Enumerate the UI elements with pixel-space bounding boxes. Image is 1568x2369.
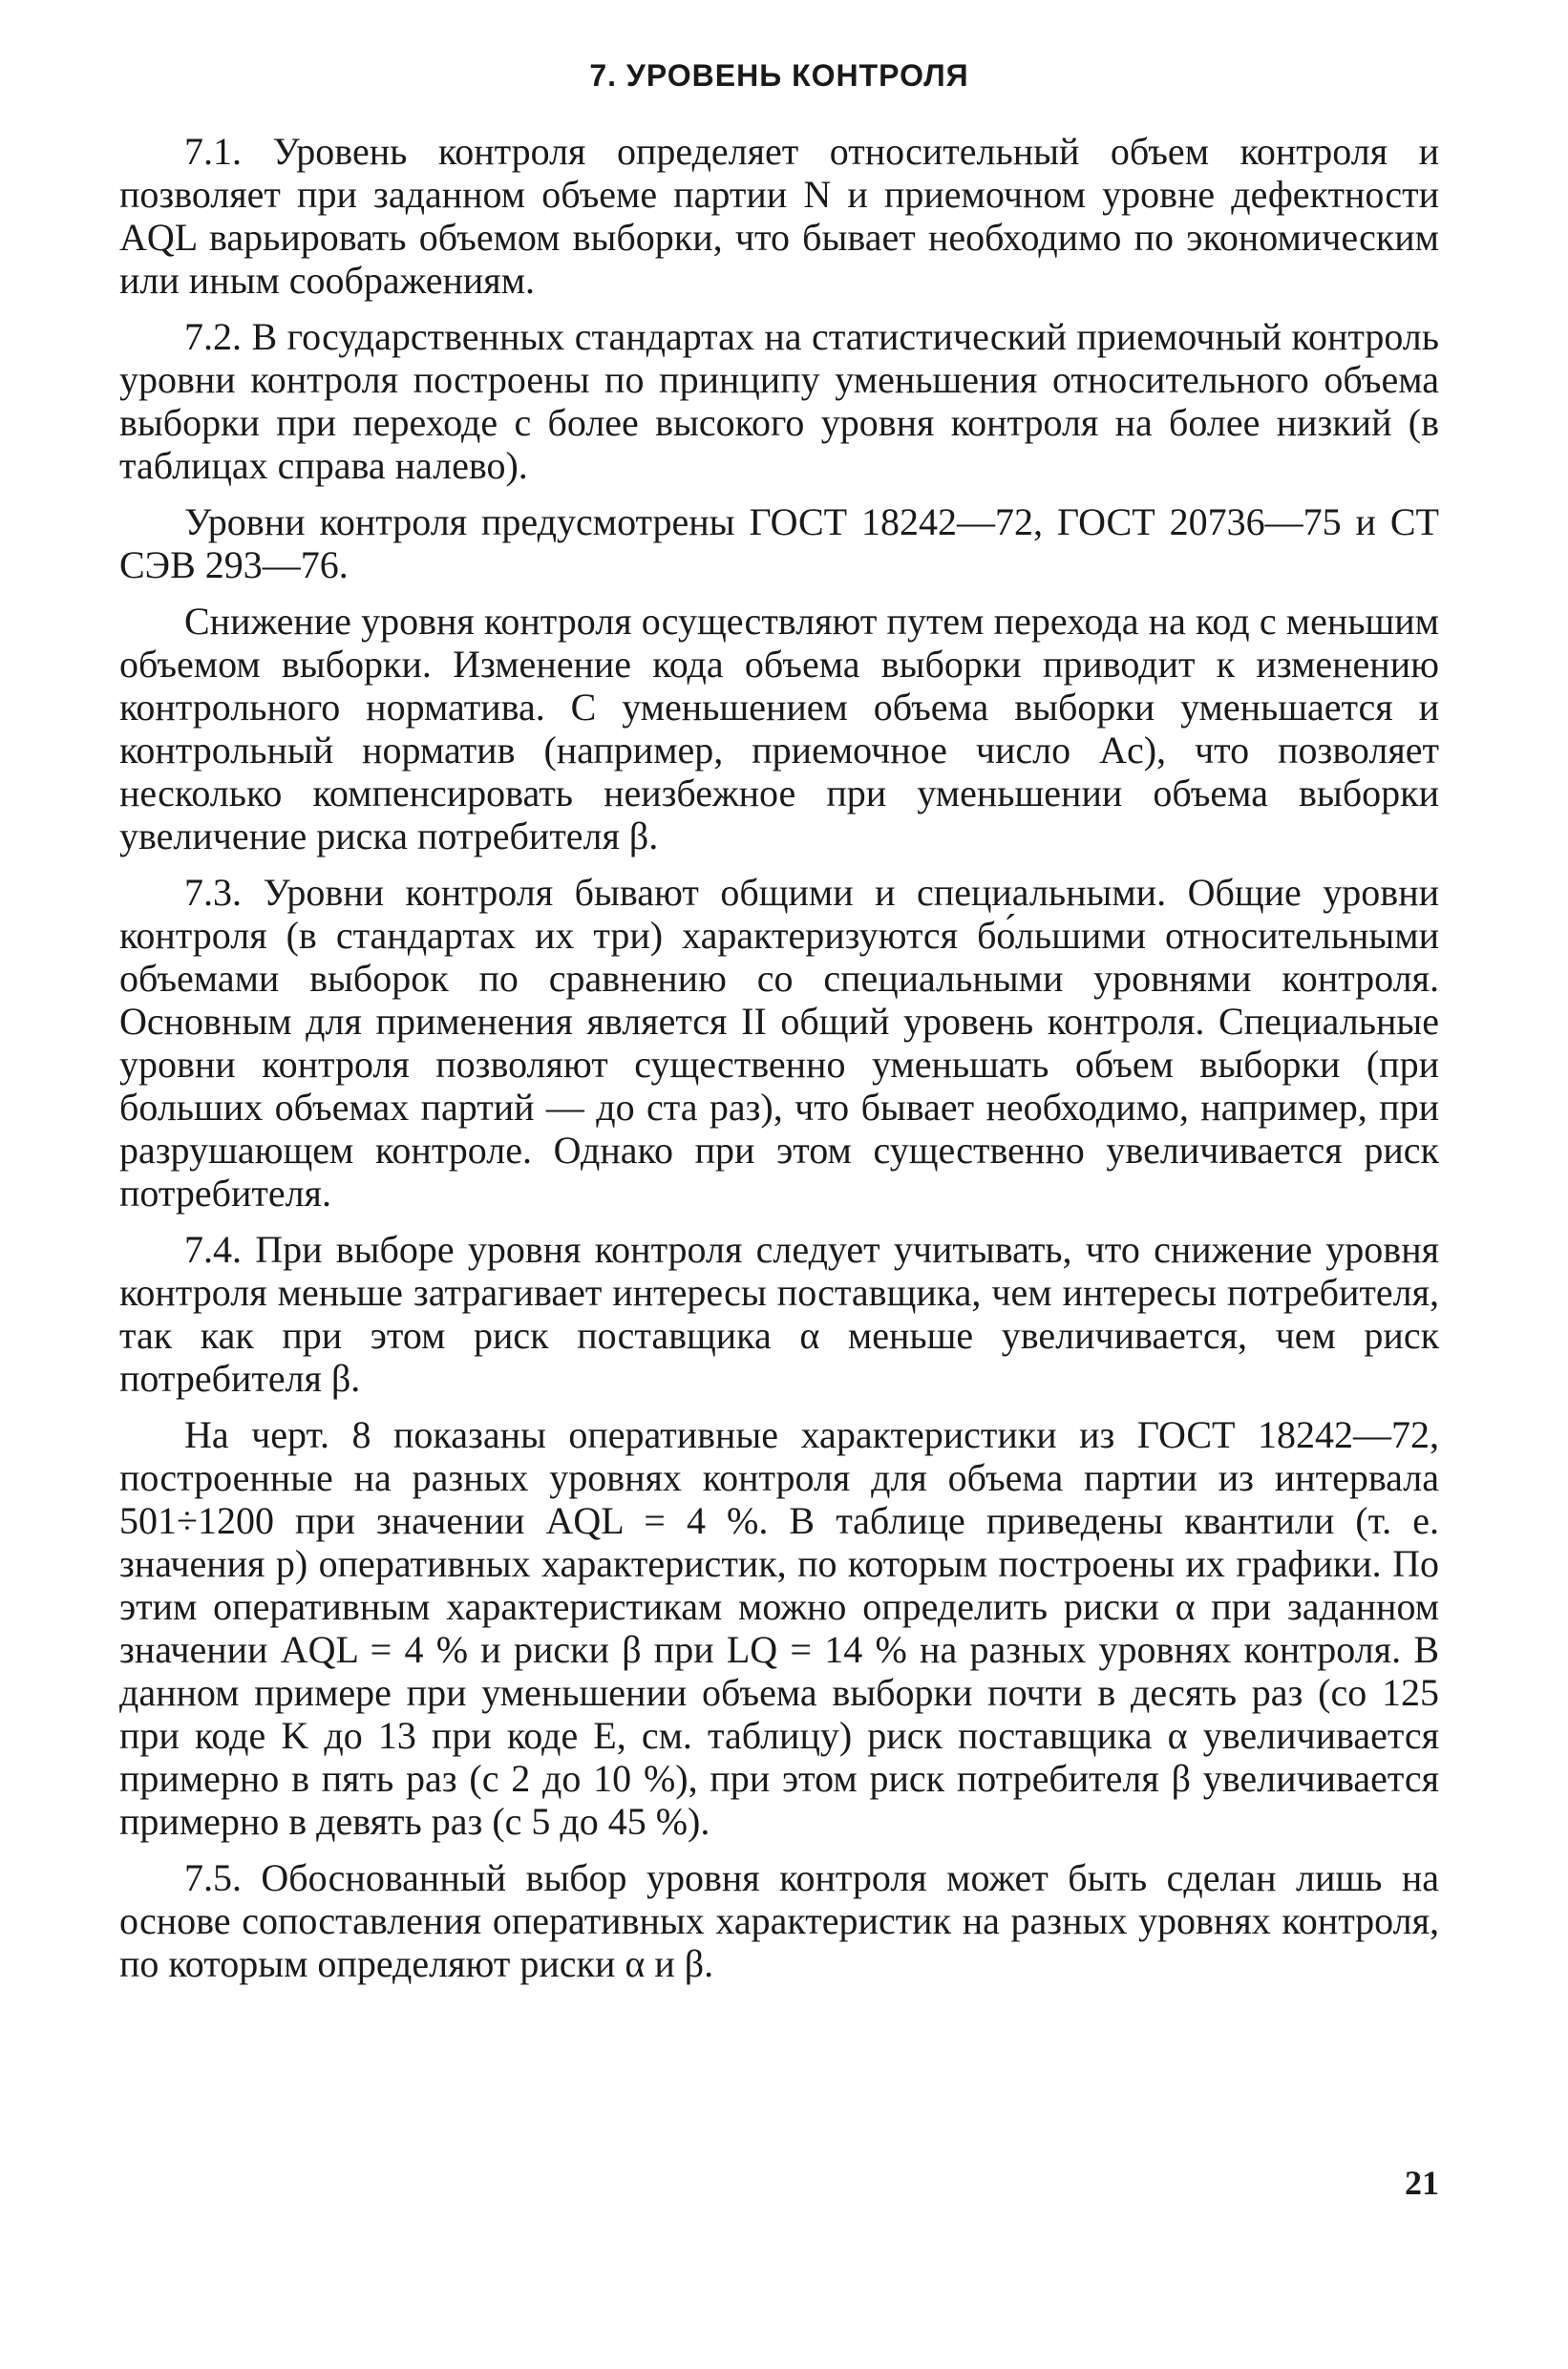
paragraph-standards: Уровни контроля предусмотрены ГОСТ 18242—72, ГОСТ 20736—75 и СТ СЭВ 293—76.: [119, 500, 1439, 587]
page-number: 21: [1405, 2164, 1439, 2202]
page-body: [119, 57, 1439, 1999]
paragraph-7-5: 7.5. Обоснованный выбор уровня контроля может быть сделан лишь на основе сопоставления оперативных характеристик на разных уровнях контроля, по которым определяют риски α и β.: [119, 1856, 1439, 1986]
paragraph-figure-8: На черт. 8 показаны оперативные характеристики из ГОСТ 18242—72, построенные на разных уровнях контроля для объема партии из интервала 501÷1200 при значении AQL = 4 %. В таблице приведены квантили (т. е. значения p) оперативных характеристик, по которым построены их графики. По этим оперативным характеристикам можно определить риски α при заданном значении AQL = 4 % и риски β при LQ = 14 % на разных уровнях контроля. В данном примере при уменьшении объема выборки почти в десять раз (со 125 при коде K до 13 при коде E, см. таблицу) риск поставщика α увеличивается примерно в пять раз (с 2 до 10 %), при этом риск потребителя β увеличивается примерно в девять раз (с 5 до 45 %).: [119, 1413, 1439, 1844]
paragraph-7-3: 7.3. Уровни контроля бывают общими и специальными. Общие уровни контроля (в стандартах их три) характеризуются бо́льшими относительными объемами выборок по сравнению со специальными уровнями контроля. Основным для применения является II общий уровень контроля. Специальные уровни контроля позволяют существенно уменьшать объем выборки (при больших объемах партий — до ста раз), что бывает необходимо, например, при разрушающем контроле. Однако при этом существенно увеличивается риск потребителя.: [119, 871, 1439, 1216]
paragraph-7-4: 7.4. При выборе уровня контроля следует учитывать, что снижение уровня контроля меньше затрагивает интересы поставщика, чем интересы потребителя, так как при этом риск поставщика α меньше увеличивается, чем риск потребителя β.: [119, 1228, 1439, 1401]
paragraph-7-1: 7.1. Уровень контроля определяет относительный объем контроля и позволяет при заданном объеме партии N и приемочном уровне дефектности AQL варьировать объемом выборки, что бывает необходимо по экономическим или иным соображениям.: [119, 130, 1439, 303]
paragraph-reduction: Снижение уровня контроля осуществляют путем перехода на код с меньшим объемом выборки. Изменение кода объема выборки приводит к изменению контрольного норматива. С уменьшением объема выборки уменьшается и контрольный норматив (например, приемочное число Ac), что позволяет несколько компенсировать неизбежное при уменьшении объема выборки увеличение риска потребителя β.: [119, 600, 1439, 858]
section-heading: 7. УРОВЕНЬ КОНТРОЛЯ: [589, 58, 969, 93]
paragraph-7-2: 7.2. В государственных стандартах на статистический приемочный контроль уровни контроля построены по принципу уменьшения относительного объема выборки при переходе с более высокого уровня контроля на более низкий (в таблицах справа налево).: [119, 315, 1439, 488]
